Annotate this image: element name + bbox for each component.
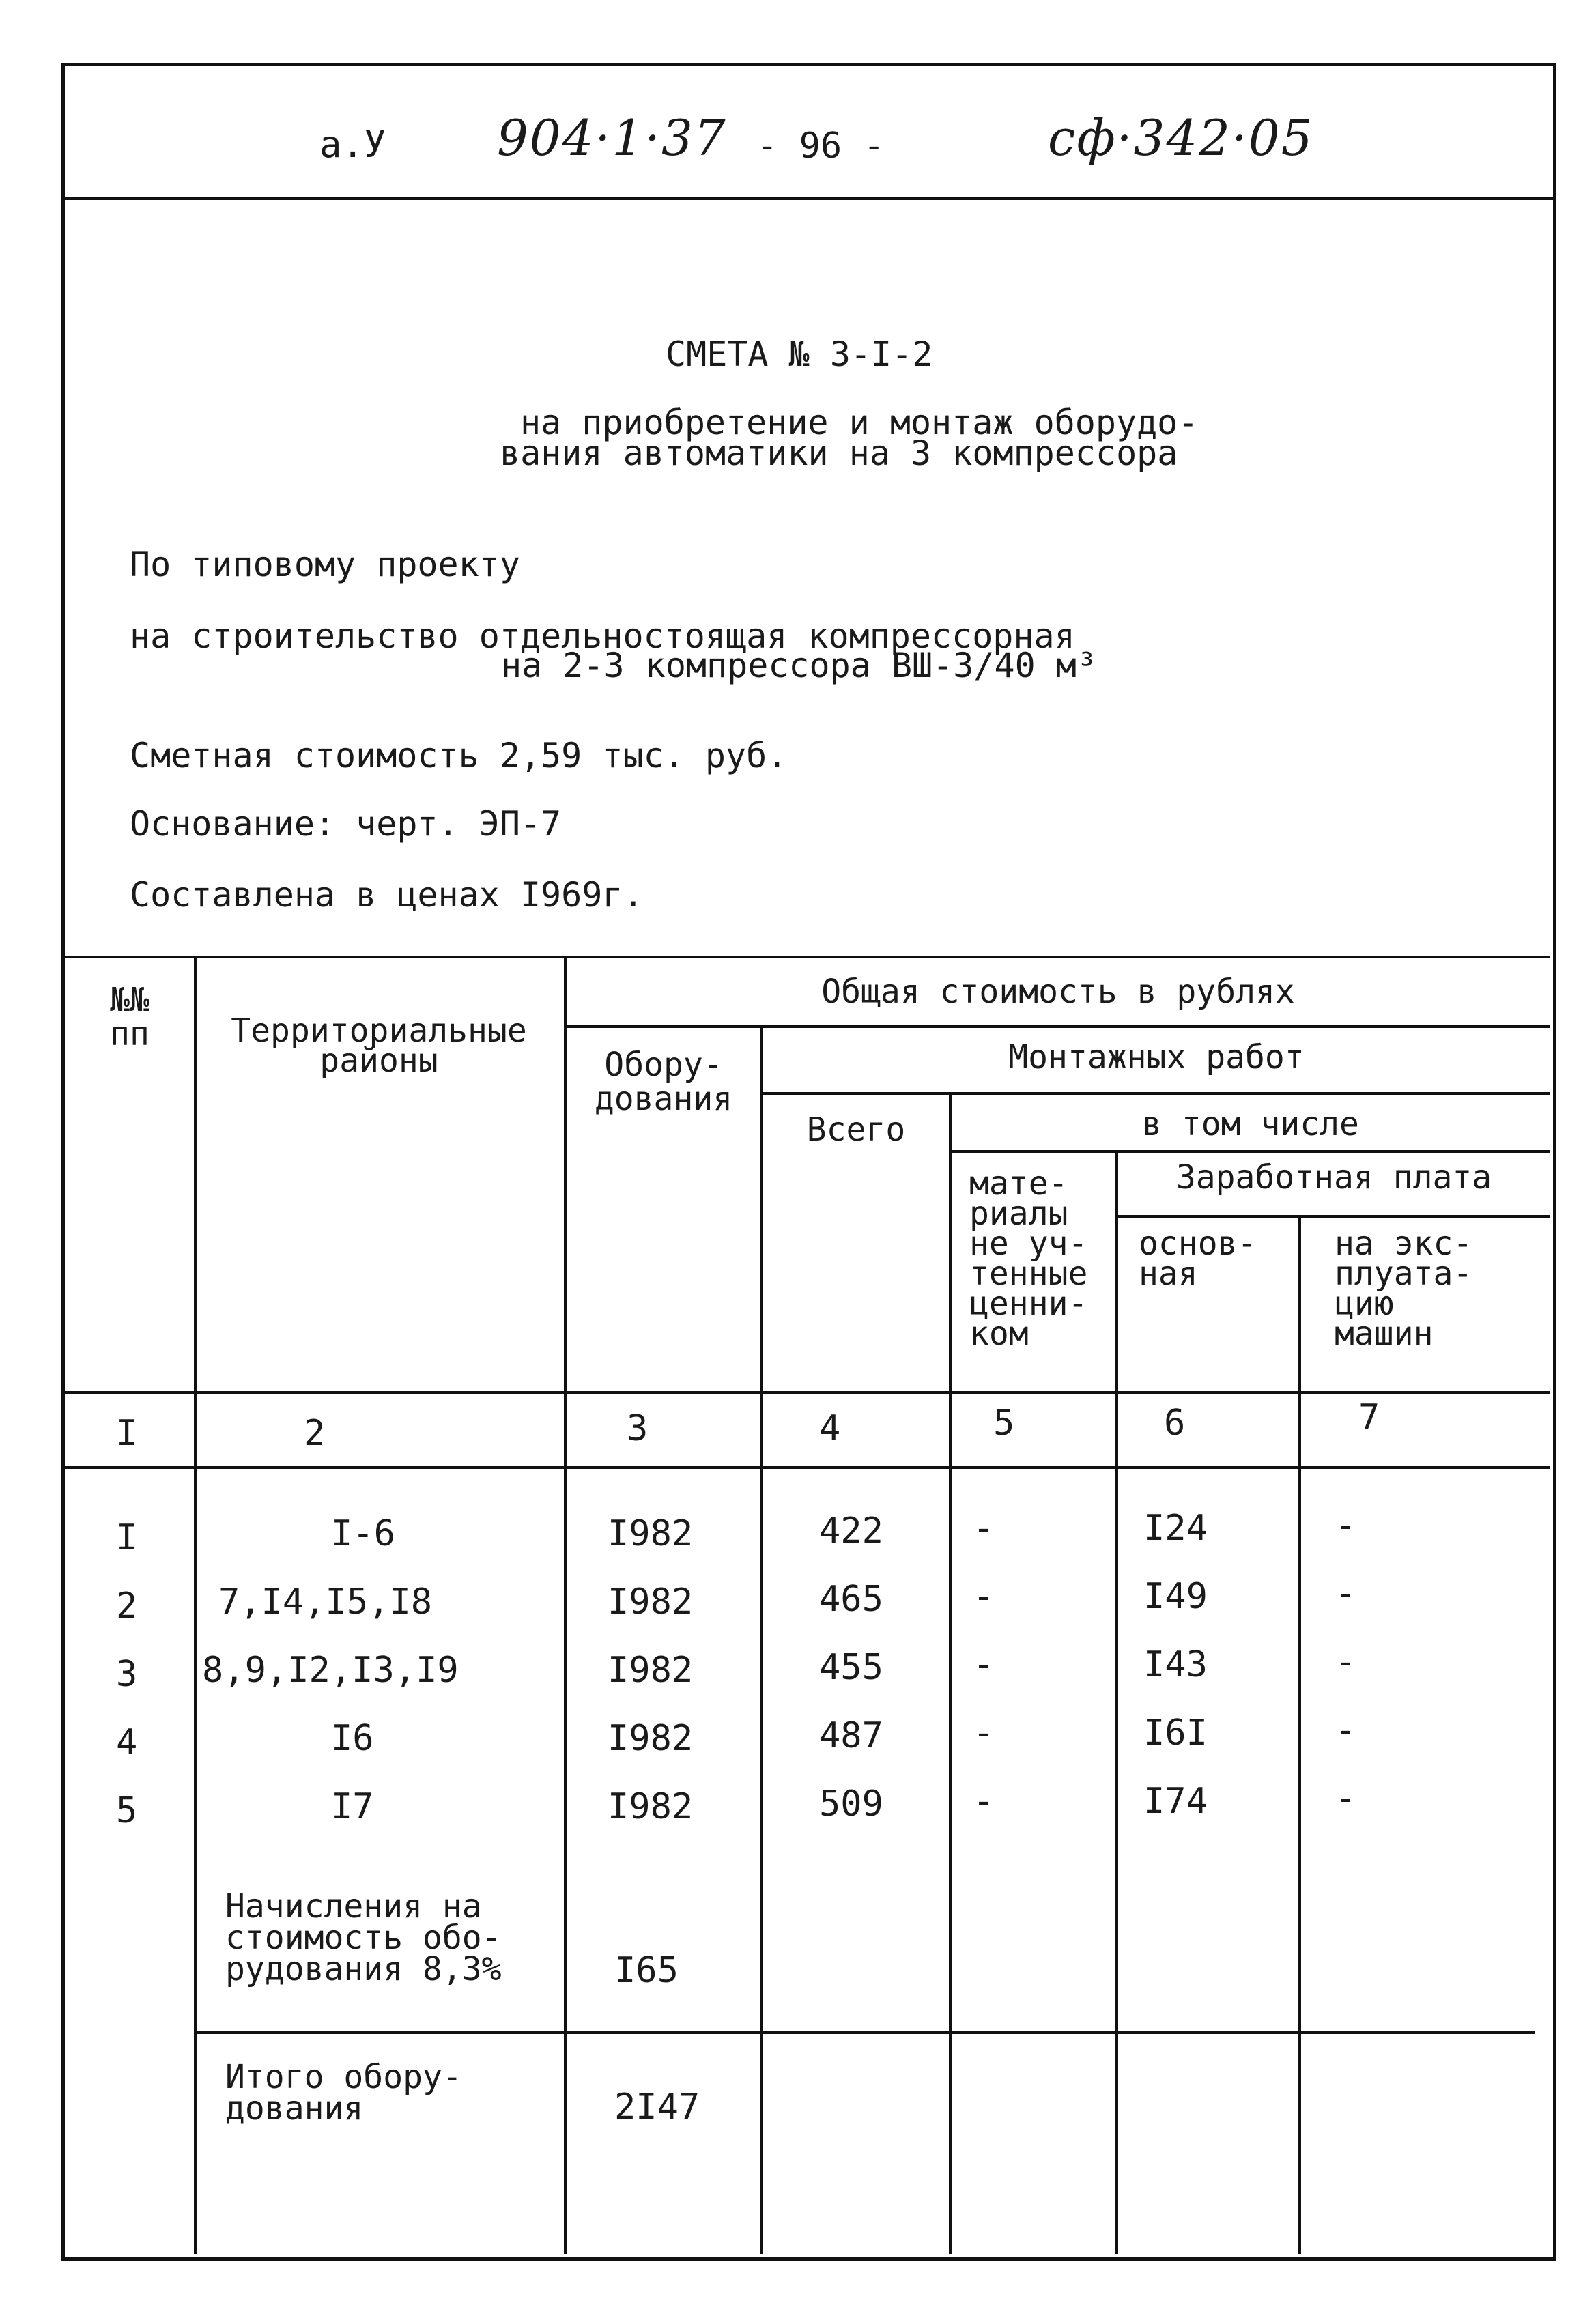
header-total-cost: Общая стоимость в рублях	[821, 973, 1295, 1011]
row-materials: -	[973, 1781, 995, 1822]
row-total: 487	[819, 1715, 883, 1756]
construction-line1: на строительство отдельностоящая компрессорная	[130, 616, 1075, 656]
rule-under-wages	[1117, 1215, 1550, 1218]
project-label: По типовому проекту	[130, 545, 520, 584]
col-number-2: 2	[304, 1413, 326, 1454]
basis: Основание: черт. ЭП-7	[130, 804, 562, 844]
row-total: 422	[819, 1511, 883, 1551]
estimate-subtitle-line1: на приобретение и монтаж оборудо-	[520, 403, 1199, 442]
row-number: 2	[116, 1586, 138, 1627]
header-installation: Монтажных работ	[1008, 1038, 1305, 1076]
rule-under-total-cost	[567, 1025, 1550, 1028]
col-numbers-rule	[64, 1466, 1550, 1469]
col-divider-2	[564, 956, 567, 2254]
header-region: Территориальные районы	[231, 1012, 527, 1080]
price-base: Составлена в ценах I969г.	[130, 875, 644, 915]
header-including: в том числе	[1142, 1105, 1359, 1143]
row-machines: -	[1335, 1710, 1356, 1751]
estimate-heading: СМЕТА № 3-I-2	[666, 334, 933, 374]
row-equipment: I982	[608, 1718, 694, 1759]
row-number: 3	[116, 1654, 138, 1695]
rule-under-installation	[763, 1092, 1550, 1095]
row-equipment: I982	[608, 1786, 694, 1827]
header-bottom-rule	[64, 1391, 1550, 1394]
table-top-border	[64, 956, 1550, 958]
col-number-1: I	[116, 1413, 138, 1454]
row-region: I6	[331, 1718, 374, 1759]
row-basic: I74	[1143, 1781, 1208, 1822]
row-region: I-6	[331, 1513, 395, 1554]
row-equipment: I982	[608, 1581, 694, 1622]
row-machines: -	[1335, 1505, 1356, 1546]
surcharge-value: I65	[614, 1950, 679, 1991]
col-number-3: 3	[627, 1408, 649, 1449]
surcharge-label: Начисления на стоимость обо- рудования 8,3%	[225, 1887, 502, 1988]
col-divider-4	[949, 1092, 952, 2254]
row-number: 5	[116, 1790, 138, 1831]
col-divider-5	[1115, 1150, 1118, 2254]
row-region: 7,I4,I5,I8	[218, 1581, 433, 1622]
col-number-6: 6	[1164, 1403, 1186, 1444]
row-materials: -	[973, 1576, 995, 1617]
row-region: 8,9,I2,I3,I9	[202, 1650, 459, 1691]
col-divider-1	[194, 956, 197, 2254]
header-machines: на экс- плуата- цию машин	[1335, 1225, 1473, 1353]
row-number: I	[116, 1517, 138, 1558]
row-number: 4	[116, 1722, 138, 1763]
row-materials: -	[973, 1644, 995, 1685]
col-number-5: 5	[993, 1403, 1015, 1444]
row-basic: I24	[1143, 1508, 1208, 1549]
row-region: I7	[331, 1786, 374, 1827]
header-divider	[61, 197, 1556, 200]
row-total: 465	[819, 1579, 883, 1620]
row-basic: I43	[1143, 1644, 1208, 1685]
col-divider-3	[760, 1025, 763, 2254]
header-left-code: а.У	[319, 123, 386, 166]
header-basic: основ- ная	[1139, 1225, 1257, 1293]
header-materials: мате- риалы не уч- тенные ценни- ком	[969, 1164, 1088, 1353]
row-total: 455	[819, 1647, 883, 1688]
rule-under-including	[950, 1150, 1550, 1153]
row-total: 509	[819, 1784, 883, 1824]
header-page-number: - 96 -	[756, 126, 885, 167]
header-all: Всего	[806, 1111, 906, 1149]
row-equipment: I982	[608, 1650, 694, 1691]
header-equipment: Обору- дования	[594, 1046, 733, 1118]
surcharge-rule	[197, 2031, 1535, 2034]
row-materials: -	[973, 1508, 995, 1549]
col-number-7: 7	[1358, 1397, 1380, 1438]
estimate-subtitle-line2: вания автоматики на 3 компрессора	[500, 433, 1178, 473]
row-machines: -	[1335, 1573, 1356, 1614]
construction-line2: на 2-3 компрессора ВШ-3/40 м³	[501, 646, 1097, 685]
header-wages: Заработная плата	[1175, 1158, 1492, 1197]
row-materials: -	[973, 1713, 995, 1753]
estimated-cost: Сметная стоимость 2,59 тыс. руб.	[130, 736, 788, 775]
col-number-4: 4	[819, 1408, 841, 1449]
subtotal-label: Итого обору- дования	[225, 2058, 462, 2128]
header-project-code: 904·1·37	[497, 109, 727, 167]
subtotal-value: 2I47	[614, 2087, 700, 2128]
header-sheet-code: сф·342·05	[1048, 109, 1314, 167]
row-machines: -	[1335, 1642, 1356, 1683]
row-equipment: I982	[608, 1513, 694, 1554]
row-basic: I6I	[1143, 1713, 1208, 1753]
header-num: №№ пп	[110, 981, 149, 1053]
row-basic: I49	[1143, 1576, 1208, 1617]
row-machines: -	[1335, 1778, 1356, 1819]
col-divider-6	[1298, 1215, 1301, 2254]
